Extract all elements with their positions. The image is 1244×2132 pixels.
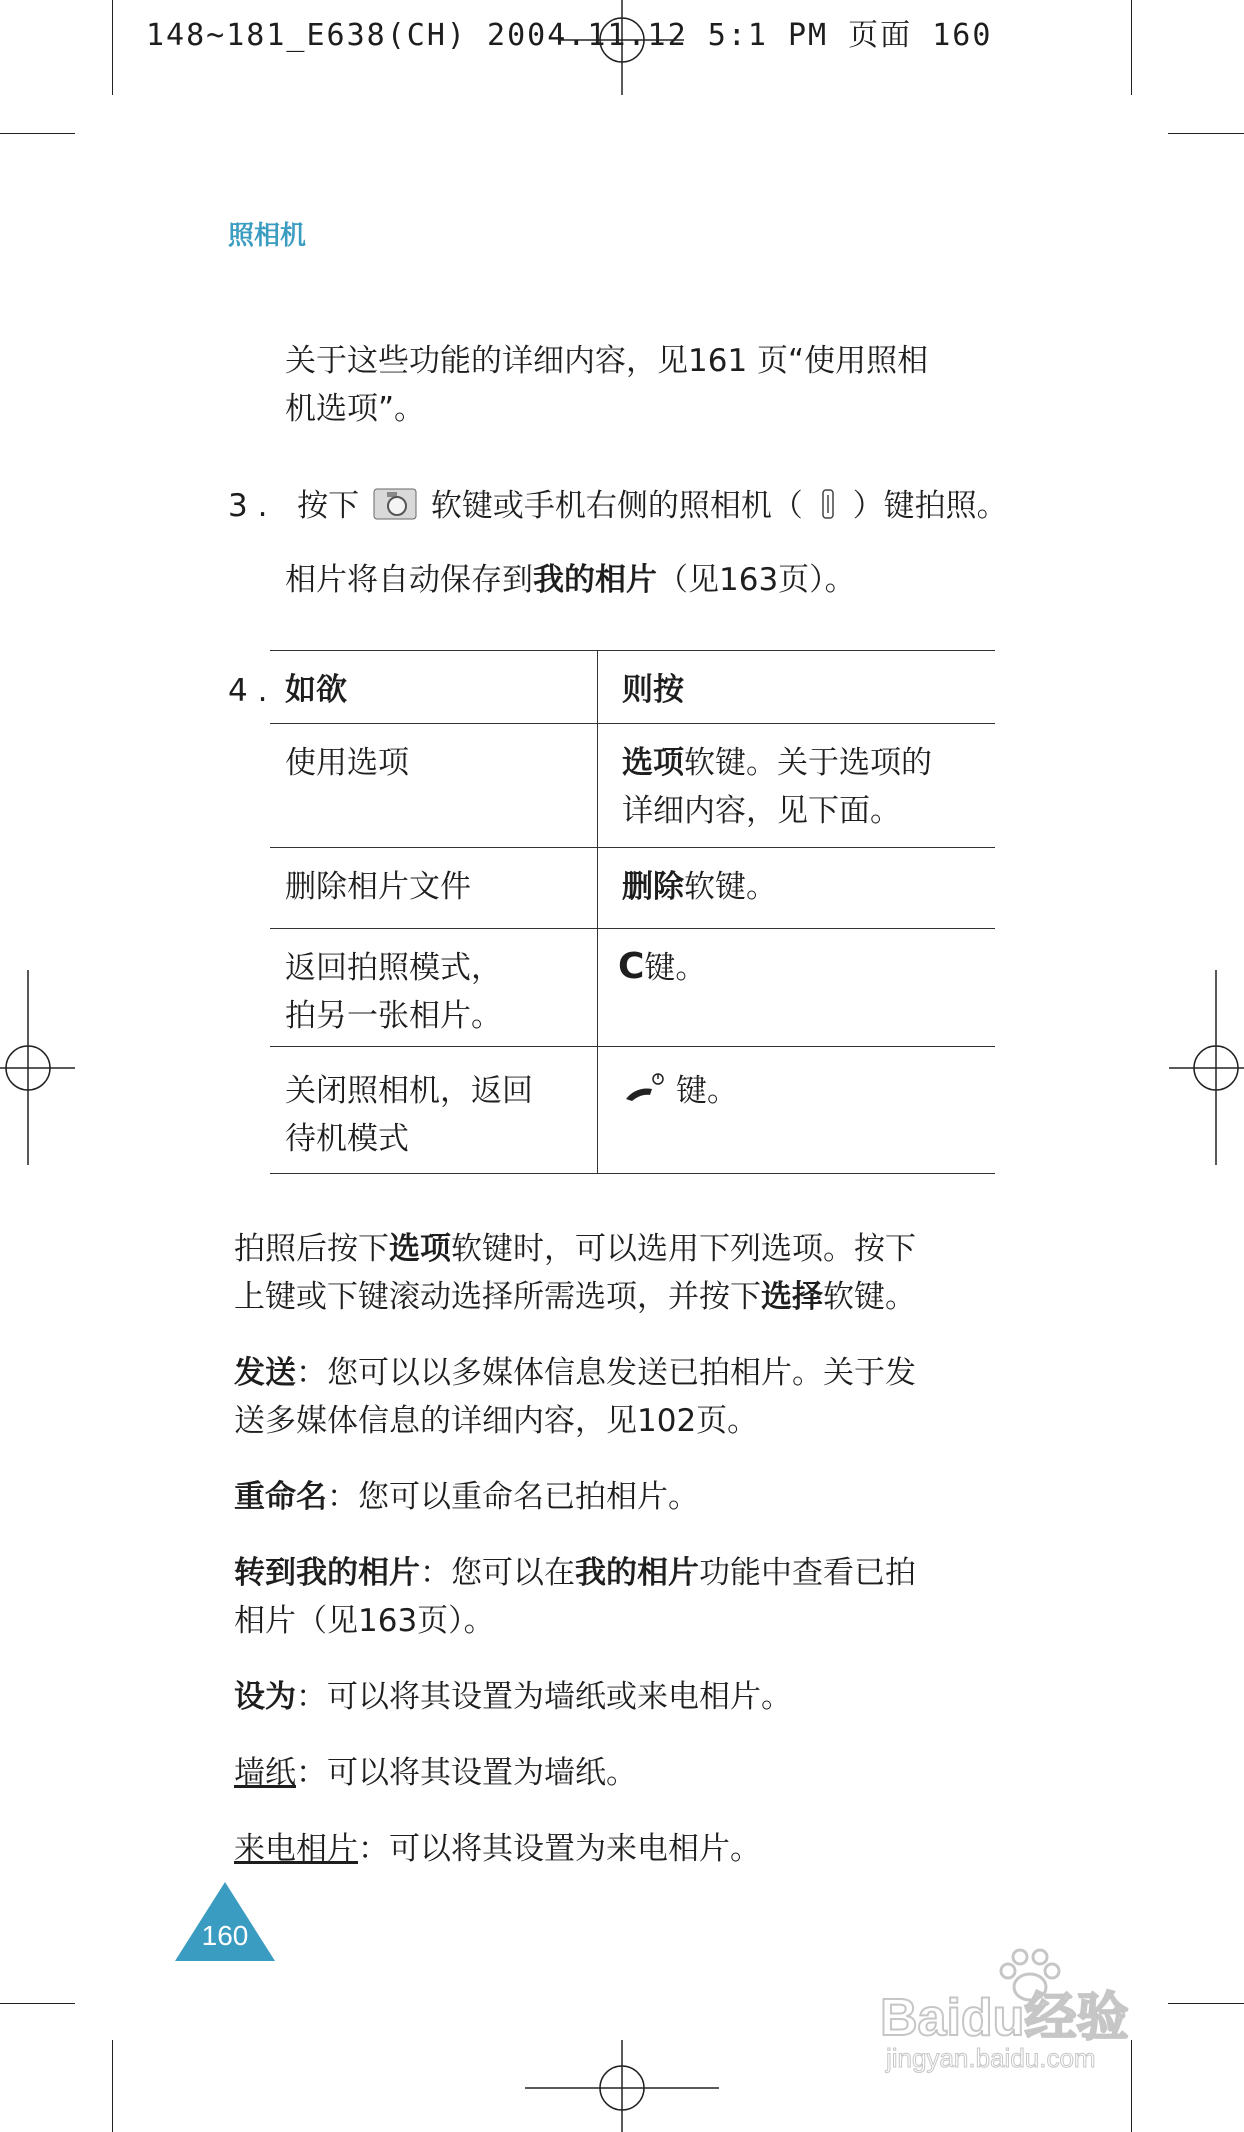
my-photos-bold: 我的相片 [533, 562, 657, 598]
step-4-number: 4 . [228, 673, 268, 709]
baidu-watermark [880, 1945, 1180, 2075]
table-row-want: 使用选项 [285, 745, 409, 781]
option-caller-photo: 来电相片：可以将其设置为来电相片。 [234, 1831, 761, 1867]
registration-mark-top [560, 0, 684, 100]
option-rename: 重命名：您可以重命名已拍相片。 [234, 1479, 699, 1515]
option-label: 发送 [234, 1355, 296, 1391]
intro-line-2: 机选项”。 [285, 391, 426, 427]
registration-mark-left [0, 970, 80, 1170]
registration-mark-bottom [525, 2040, 719, 2132]
step-number: 3 . [228, 488, 268, 524]
step-3-note: 相片将自动保存到我的相片（见163页）。 [285, 562, 856, 598]
suboption-label: 来电相片 [234, 1831, 358, 1867]
page-number: 160 [201, 1920, 249, 1951]
table-row-press: C键。 [618, 946, 707, 987]
print-stamp: 148~181_E638(CH) 2004.11.12 5:1 PM 页面 160 [146, 18, 993, 53]
suboption-label: 墙纸 [234, 1755, 296, 1791]
intro-line-1: 关于这些功能的详细内容，见161 页“使用照相 [285, 343, 929, 379]
table-row-want: 返回拍照模式， [285, 950, 502, 986]
option-label: 设为 [234, 1679, 296, 1715]
step-3 [228, 482, 1008, 530]
table-row-want-cont: 待机模式 [285, 1121, 409, 1157]
table-row-press: 键。 [622, 1068, 738, 1115]
options-intro-line-1: 拍照后按下选项软键时，可以选用下列选项。按下 [234, 1231, 916, 1267]
step-text: ）键拍照。 [852, 488, 1008, 524]
c-key-label: C [618, 946, 645, 987]
option-goto-cont: 相片（见163页）。 [234, 1603, 495, 1639]
table-header-press: 则按 [622, 672, 684, 708]
table-row-press: 选项软键。关于选项的 [622, 745, 932, 781]
page-number-badge [175, 1882, 275, 1962]
option-send-cont: 送多媒体信息的详细内容，见102页。 [234, 1403, 759, 1439]
camera-softkey-icon [373, 486, 417, 518]
section-title: 照相机 [228, 221, 307, 251]
table-row-press: 删除软键。 [622, 869, 777, 905]
options-intro-line-2: 上键或下键滚动选择所需选项，并按下选择软键。 [234, 1279, 916, 1315]
table-row-want: 关闭照相机，返回 [285, 1073, 533, 1109]
option-send: 发送：您可以以多媒体信息发送已拍相片。关于发 [234, 1355, 916, 1391]
option-set-as: 设为：可以将其设置为墙纸或来电相片。 [234, 1679, 792, 1715]
step-text: 软键或手机右侧的照相机（ [430, 488, 803, 524]
option-goto-my-photos: 转到我的相片：您可以在我的相片功能中查看已拍 [234, 1555, 916, 1591]
watermark-url: jingyan.baidu.com [886, 2043, 1096, 2073]
side-camera-key-icon [819, 485, 837, 515]
table-row-want: 删除相片文件 [285, 869, 471, 905]
step-text: 按下 [297, 488, 360, 524]
option-wallpaper: 墙纸：可以将其设置为墙纸。 [234, 1755, 637, 1791]
table-row-press-cont: 详细内容，见下面。 [622, 793, 901, 829]
watermark-brand: Baidu经验 [880, 1989, 1129, 2047]
option-label: 转到我的相片 [234, 1555, 420, 1591]
table-row-want-cont: 拍另一张相片。 [285, 998, 502, 1034]
option-label: 重命名 [234, 1479, 327, 1515]
registration-mark-right [1164, 970, 1244, 1170]
table-header-want: 如欲 [285, 672, 347, 708]
end-call-key-icon [622, 1071, 668, 1107]
